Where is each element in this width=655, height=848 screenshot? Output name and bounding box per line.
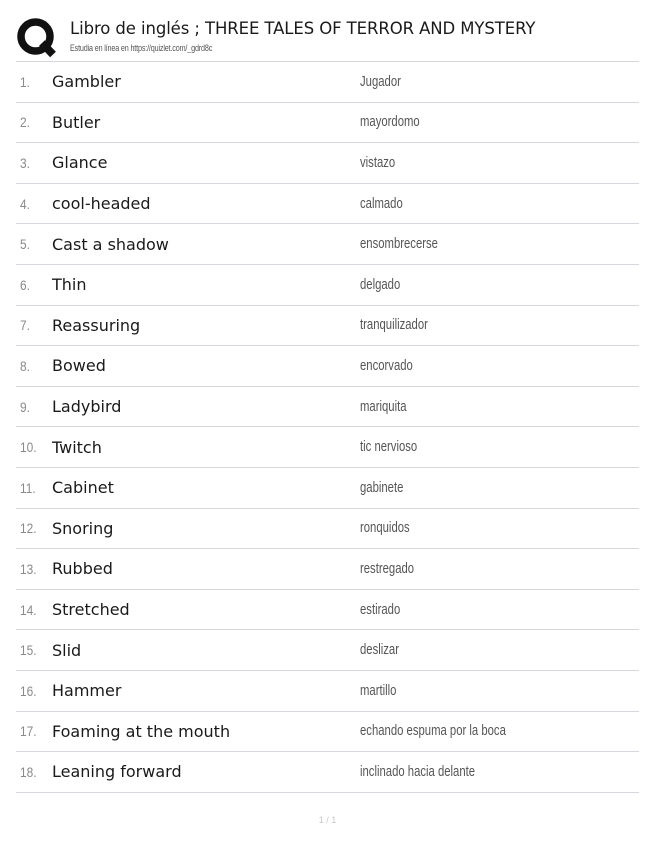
term-number: 12. xyxy=(20,520,37,537)
quizlet-logo-icon xyxy=(16,17,58,59)
term-row xyxy=(16,509,639,550)
term-word: Stretched xyxy=(52,600,130,620)
term-word: Hammer xyxy=(52,681,122,701)
term-number: 7. xyxy=(20,317,30,334)
term-word: Bowed xyxy=(52,356,106,376)
term-word: Butler xyxy=(52,112,101,132)
term-definition: encorvado xyxy=(360,357,413,374)
term-word: cool-headed xyxy=(52,194,151,214)
term-word: Snoring xyxy=(52,518,114,538)
term-row xyxy=(16,712,639,753)
term-number: 14. xyxy=(20,601,37,618)
term-definition: Jugador xyxy=(360,73,401,90)
term-definition: gabinete xyxy=(360,479,404,496)
term-word: Cast a shadow xyxy=(52,234,169,254)
term-number: 4. xyxy=(20,195,30,212)
term-definition: deslizar xyxy=(360,642,399,659)
term-number: 1. xyxy=(20,73,30,90)
term-row xyxy=(16,265,639,306)
term-number: 5. xyxy=(20,236,30,253)
term-number: 10. xyxy=(20,439,37,456)
term-number: 15. xyxy=(20,642,37,659)
term-number: 11. xyxy=(20,479,36,496)
term-definition: ensombrecerse xyxy=(360,236,438,253)
term-word: Ladybird xyxy=(52,397,122,417)
term-row xyxy=(16,184,639,225)
term-word: Glance xyxy=(52,153,108,173)
term-word: Reassuring xyxy=(52,315,141,335)
term-row xyxy=(16,224,639,265)
term-word: Slid xyxy=(52,640,82,660)
term-word: Twitch xyxy=(52,437,102,457)
term-definition: estirado xyxy=(360,601,401,618)
term-row xyxy=(16,549,639,590)
term-word: Rubbed xyxy=(52,559,113,579)
terms-list xyxy=(16,62,639,793)
term-word: Foaming at the mouth xyxy=(52,721,231,741)
term-row xyxy=(16,306,639,347)
term-definition: tranquilizador xyxy=(360,317,428,334)
term-row xyxy=(16,671,639,712)
document-header xyxy=(16,14,639,62)
term-definition: ronquidos xyxy=(360,520,410,537)
term-word: Cabinet xyxy=(52,478,114,498)
term-number: 2. xyxy=(20,114,30,131)
term-word: Gambler xyxy=(52,72,121,92)
term-row xyxy=(16,143,639,184)
page-number: 1 / 1 xyxy=(318,815,337,825)
term-definition: tic nervioso xyxy=(360,439,418,456)
document-title: Libro de inglés ; THREE TALES OF TERROR AND MYSTERY xyxy=(70,19,536,38)
term-word: Thin xyxy=(52,275,87,295)
term-definition: mariquita xyxy=(360,398,407,415)
term-definition: mayordomo xyxy=(360,114,420,131)
term-number: 16. xyxy=(20,682,37,699)
term-row xyxy=(16,346,639,387)
term-definition: inclinado hacia delante xyxy=(360,763,476,780)
term-row xyxy=(16,590,639,631)
term-number: 18. xyxy=(20,763,37,780)
study-online-link-text: Estudia en línea en https://quizlet.com/_gdrd8c xyxy=(70,43,213,53)
term-number: 8. xyxy=(20,357,30,374)
term-number: 13. xyxy=(20,560,37,577)
term-number: 3. xyxy=(20,154,30,171)
term-definition: delgado xyxy=(360,276,401,293)
term-definition: calmado xyxy=(360,195,403,212)
term-row xyxy=(16,468,639,509)
term-definition: vistazo xyxy=(360,154,396,171)
term-word: Leaning forward xyxy=(52,762,182,782)
term-number: 6. xyxy=(20,276,30,293)
term-row xyxy=(16,62,639,103)
term-definition: echando espuma por la boca xyxy=(360,723,506,740)
term-row xyxy=(16,427,639,468)
term-row xyxy=(16,103,639,144)
term-row xyxy=(16,387,639,428)
term-definition: martillo xyxy=(360,682,397,699)
term-number: 9. xyxy=(20,398,30,415)
term-definition: restregado xyxy=(360,560,415,577)
term-row xyxy=(16,630,639,671)
term-row xyxy=(16,752,639,793)
term-number: 17. xyxy=(20,723,37,740)
